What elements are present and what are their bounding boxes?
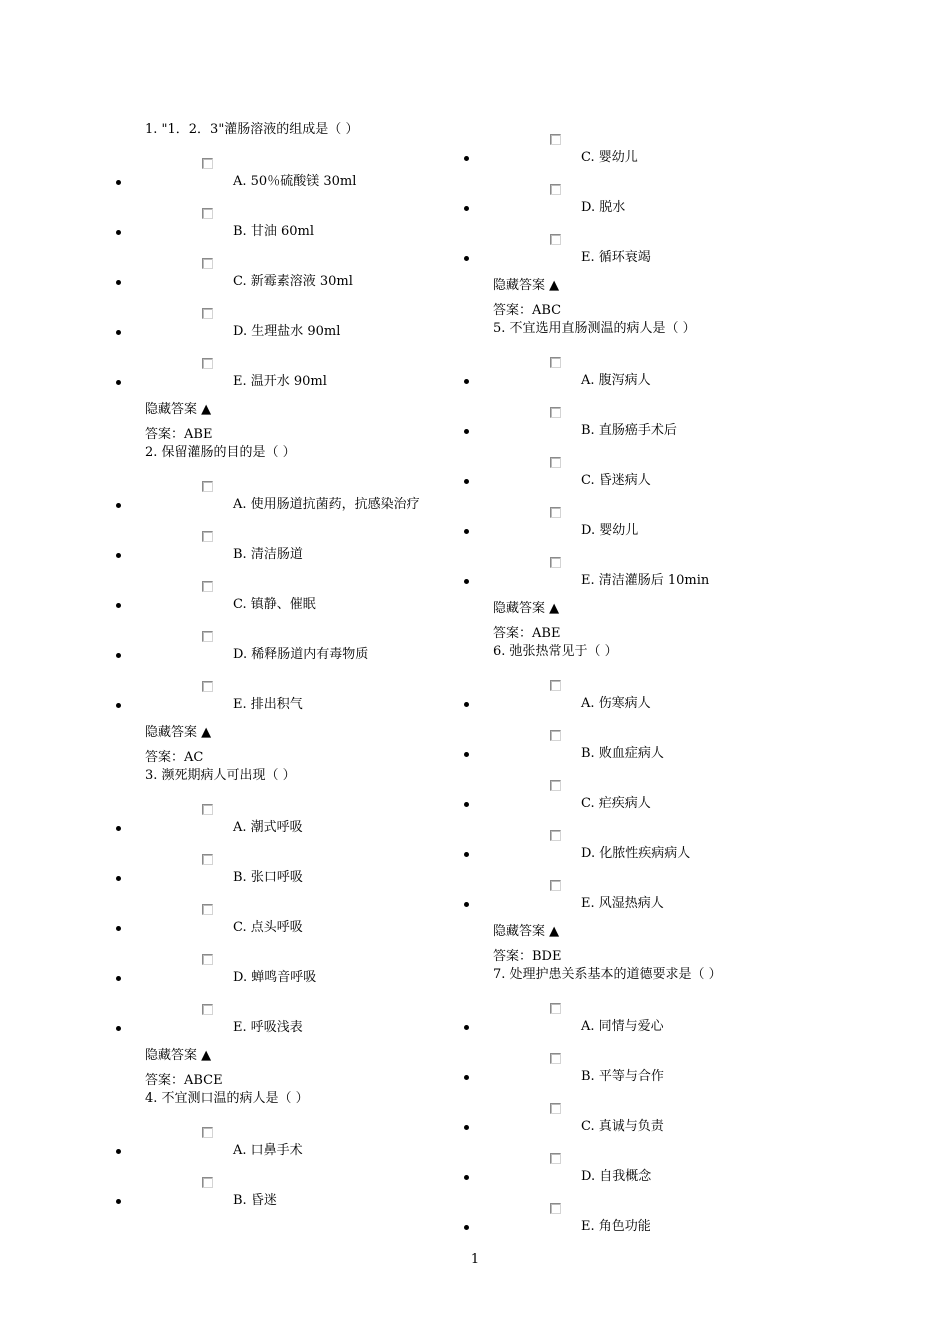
option-label: A. 腹泻病人 bbox=[581, 373, 651, 388]
bullet-icon bbox=[464, 206, 469, 211]
option-label: B. 直肠癌手术后 bbox=[581, 423, 677, 438]
answer-text: 答案：ABC bbox=[493, 303, 562, 318]
answer-text: 答案：AC bbox=[145, 750, 204, 765]
option-label: C. 点头呼吸 bbox=[233, 920, 303, 935]
bullet-icon bbox=[464, 1225, 469, 1230]
option-checkbox[interactable] bbox=[550, 234, 561, 245]
option-label: D. 蝉鸣音呼吸 bbox=[233, 970, 317, 985]
option-label: C. 婴幼儿 bbox=[581, 150, 638, 165]
bullet-icon bbox=[464, 529, 469, 534]
option-label: C. 昏迷病人 bbox=[581, 473, 651, 488]
question-text: 6. 弛张热常见于（ ） bbox=[493, 644, 618, 659]
bullet-icon bbox=[464, 1175, 469, 1180]
bullet-icon bbox=[464, 256, 469, 261]
hide-answer-toggle[interactable]: 隐藏答案 ▲ bbox=[145, 725, 212, 740]
bullet-icon bbox=[464, 379, 469, 384]
option-label: B. 甘油 60ml bbox=[233, 224, 314, 239]
hide-answer-toggle[interactable]: 隐藏答案 ▲ bbox=[145, 402, 212, 417]
page-number: 1 bbox=[470, 1252, 480, 1267]
bullet-icon bbox=[464, 1125, 469, 1130]
option-label: A. 潮式呼吸 bbox=[233, 820, 303, 835]
bullet-icon bbox=[464, 429, 469, 434]
hide-answer-toggle[interactable]: 隐藏答案 ▲ bbox=[493, 601, 560, 616]
option-label: C. 新霉素溶液 30ml bbox=[233, 274, 353, 289]
option-label: D. 婴幼儿 bbox=[581, 523, 639, 538]
option-label: B. 张口呼吸 bbox=[233, 870, 303, 885]
option-checkbox[interactable] bbox=[550, 507, 561, 518]
bullet-icon bbox=[464, 702, 469, 707]
option-label: D. 脱水 bbox=[581, 200, 626, 215]
option-label: E. 排出积气 bbox=[233, 697, 303, 712]
option-checkbox[interactable] bbox=[550, 680, 561, 691]
question-text: 7. 处理护患关系基本的道德要求是（ ） bbox=[493, 967, 722, 982]
option-checkbox[interactable] bbox=[550, 1003, 561, 1014]
bullet-icon bbox=[464, 1025, 469, 1030]
answer-text: 答案：ABE bbox=[493, 626, 561, 641]
bullet-icon bbox=[464, 479, 469, 484]
option-label: E. 温开水 90ml bbox=[233, 374, 327, 389]
bullet-icon bbox=[464, 802, 469, 807]
option-label: E. 循环衰竭 bbox=[581, 250, 651, 265]
answer-text: 答案：ABCE bbox=[145, 1073, 223, 1088]
option-checkbox[interactable] bbox=[550, 1103, 561, 1114]
option-checkbox[interactable] bbox=[550, 1203, 561, 1214]
option-checkbox[interactable] bbox=[550, 357, 561, 368]
option-label: A. 同情与爱心 bbox=[581, 1019, 664, 1034]
option-label: B. 昏迷 bbox=[233, 1193, 277, 1208]
option-label: E. 角色功能 bbox=[581, 1219, 651, 1234]
option-label: D. 稀释肠道内有毒物质 bbox=[233, 647, 369, 662]
option-checkbox[interactable] bbox=[550, 1153, 561, 1164]
option-label: A. 口鼻手术 bbox=[233, 1143, 303, 1158]
option-checkbox[interactable] bbox=[550, 184, 561, 195]
option-label: A. 使用肠道抗菌药，抗感染治疗 bbox=[233, 497, 420, 512]
option-label: C. 镇静、催眠 bbox=[233, 597, 316, 612]
option-checkbox[interactable] bbox=[550, 730, 561, 741]
question-text: 4. 不宜测口温的病人是（ ） bbox=[145, 1091, 309, 1106]
option-label: E. 呼吸浅表 bbox=[233, 1020, 303, 1035]
bullet-icon bbox=[464, 1075, 469, 1080]
bullet-icon bbox=[464, 156, 469, 161]
option-checkbox[interactable] bbox=[550, 407, 561, 418]
option-label: B. 平等与合作 bbox=[581, 1069, 664, 1084]
option-label: A. 50％硫酸镁 30ml bbox=[233, 174, 357, 189]
hide-answer-toggle[interactable]: 隐藏答案 ▲ bbox=[493, 924, 560, 939]
option-checkbox[interactable] bbox=[550, 780, 561, 791]
option-checkbox[interactable] bbox=[550, 880, 561, 891]
hide-answer-toggle[interactable]: 隐藏答案 ▲ bbox=[493, 278, 560, 293]
option-label: C. 疟疾病人 bbox=[581, 796, 651, 811]
answer-text: 答案：BDE bbox=[493, 949, 562, 964]
bullet-icon bbox=[464, 852, 469, 857]
option-label: D. 自我概念 bbox=[581, 1169, 652, 1184]
question-text: 5. 不宜选用直肠测温的病人是（ ） bbox=[493, 321, 696, 336]
option-label: E. 风湿热病人 bbox=[581, 896, 664, 911]
bullet-icon bbox=[464, 579, 469, 584]
question-text: 3. 濒死期病人可出现（ ） bbox=[145, 768, 296, 783]
option-label: B. 败血症病人 bbox=[581, 746, 664, 761]
option-checkbox[interactable] bbox=[550, 457, 561, 468]
question-text: 1. "1．2．3"灌肠溶液的组成是（ ） bbox=[145, 122, 359, 137]
bullet-icon bbox=[464, 752, 469, 757]
option-label: D. 生理盐水 90ml bbox=[233, 324, 341, 339]
hide-answer-toggle[interactable]: 隐藏答案 ▲ bbox=[145, 1048, 212, 1063]
option-checkbox[interactable] bbox=[550, 830, 561, 841]
option-label: D. 化脓性疾病病人 bbox=[581, 846, 691, 861]
question-text: 2. 保留灌肠的目的是（ ） bbox=[145, 445, 296, 460]
option-checkbox[interactable] bbox=[550, 1053, 561, 1064]
bullet-icon bbox=[464, 902, 469, 907]
answer-text: 答案：ABE bbox=[145, 427, 213, 442]
option-checkbox[interactable] bbox=[550, 557, 561, 568]
option-label: B. 清洁肠道 bbox=[233, 547, 303, 562]
option-checkbox[interactable] bbox=[550, 134, 561, 145]
option-label: E. 清洁灌肠后 10min bbox=[581, 573, 710, 588]
option-label: A. 伤寒病人 bbox=[581, 696, 651, 711]
option-label: C. 真诚与负责 bbox=[581, 1119, 664, 1134]
